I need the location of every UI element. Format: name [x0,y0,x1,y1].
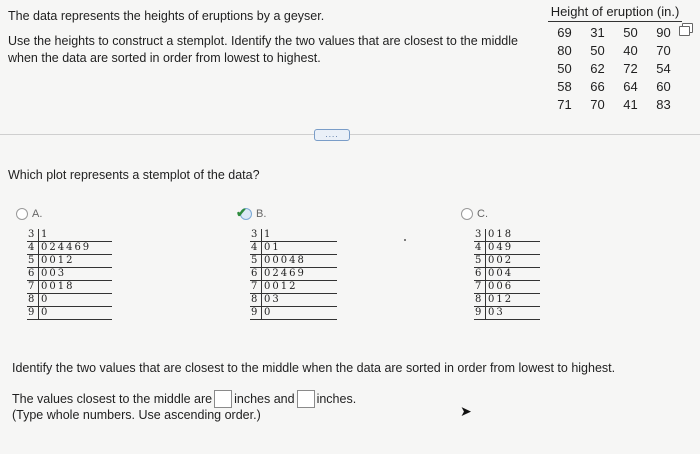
data-table-cell: 58 [557,78,572,94]
problem-line-2: Use the heights to construct a stemplot. Identify the two values that are closest to the middle when the data are sorted in order from lowest to highest. [8,34,518,65]
stemplot-row [27,268,112,281]
leaf-values: 004 [486,268,541,281]
stem-value: 4 [250,242,262,255]
data-table-cell: 83 [656,96,671,112]
stem-value: 3 [27,229,39,242]
leaf-values: 0012 [262,281,338,294]
data-table-cell: 54 [656,60,671,76]
data-table-cell: 31 [590,24,605,40]
leaf-values: 1 [262,229,338,242]
radio-a[interactable] [16,208,28,220]
data-table-cell: 64 [623,78,638,94]
data-table-cell: 66 [590,78,605,94]
stemplot-row [474,281,540,294]
leaf-values: 049 [486,242,541,255]
leaf-values: 018 [486,229,541,242]
choice-a-label: A. [32,208,43,220]
stem-value: 9 [27,307,39,320]
data-table-header: Height of eruption (in.) [548,4,682,22]
stem-value: 4 [27,242,39,255]
data-table-cell: 72 [623,60,638,76]
leaf-values: 012 [486,294,541,307]
stem-value: 6 [27,268,39,281]
leaf-values: 006 [486,281,541,294]
mouse-cursor-icon: ➤ [460,403,472,419]
stem-value: 7 [250,281,262,294]
more-button[interactable]: .... [314,129,350,141]
data-table-cell: 70 [590,96,605,112]
leaf-values: 024469 [39,242,113,255]
stemplot-b [250,229,337,320]
data-table-cell: 71 [557,96,572,112]
copy-icon[interactable] [682,23,693,33]
data-table-cell: 50 [590,42,605,58]
section-divider [0,134,700,135]
leaf-values: 03 [486,307,541,320]
leaf-values: 1 [39,229,113,242]
leaf-values: 0 [262,307,338,320]
radio-c[interactable] [461,208,473,220]
stemplot-row [27,242,112,255]
stemplot-row [250,294,337,307]
answer-input-2[interactable] [297,390,315,408]
stem-value: 9 [474,307,486,320]
stemplot-row [27,255,112,268]
choice-a[interactable] [16,208,42,220]
stemplot-row [250,255,337,268]
stem-value: 7 [474,281,486,294]
data-table-cell: 50 [557,60,572,76]
data-table-row [548,23,680,41]
stem-value: 4 [474,242,486,255]
stem-value: 8 [27,294,39,307]
choice-b-label: B. [256,208,267,220]
radio-b[interactable] [236,205,252,220]
data-table-cell: 41 [623,96,638,112]
stem-value: 9 [250,307,262,320]
checkmark-icon: ✔ [236,205,247,220]
stemplot-row [250,307,337,320]
problem-line-1: The data represents the heights of eruptions by a geyser. [8,9,325,23]
stemplot-row [27,229,112,242]
leaf-values: 002 [486,255,541,268]
stemplot-row [250,229,337,242]
data-table-cell: 40 [623,42,638,58]
choice-c[interactable] [461,208,488,220]
data-table-row [548,95,680,113]
data-table-cell: 80 [557,42,572,58]
stray-dot [404,239,406,241]
data-table-row [548,41,680,59]
stemplot-row [250,242,337,255]
leaf-values: 00048 [262,255,338,268]
stem-value: 3 [250,229,262,242]
stem-value: 5 [250,255,262,268]
answer-prefix: The values closest to the middle are [12,392,213,406]
stem-value: 6 [250,268,262,281]
stemplot-row [27,307,112,320]
choice-c-label: C. [477,208,488,220]
stemplot-row [474,255,540,268]
stem-value: 8 [250,294,262,307]
leaf-values: 0 [39,307,113,320]
stemplot-row [250,268,337,281]
answer-middle: inches and [234,392,295,406]
stemplot-row [474,268,540,281]
data-table-cell: 69 [557,24,572,40]
identify-text: Identify the two values that are closest to the middle when the data are sorted in order from lowest to highest. [12,361,616,375]
data-table [548,4,688,113]
stemplot-row [250,281,337,294]
answer-line [12,390,356,408]
stem-value: 8 [474,294,486,307]
data-table-cell: 90 [656,24,671,40]
leaf-values: 02469 [262,268,338,281]
answer-input-1[interactable] [214,390,232,408]
choice-b[interactable] [236,205,267,220]
stem-value: 7 [27,281,39,294]
stem-value: 3 [474,229,486,242]
answer-hint: (Type whole numbers. Use ascending order.) [12,408,261,422]
data-table-cell: 50 [623,24,638,40]
stemplot-row [474,242,540,255]
stem-value: 6 [474,268,486,281]
stemplot-a [27,229,112,320]
data-table-cell: 60 [656,78,671,94]
stemplot-row [474,229,540,242]
stem-value: 5 [27,255,39,268]
leaf-values: 0012 [39,255,113,268]
stemplot-row [27,281,112,294]
data-table-row [548,77,680,95]
data-table-grid [548,23,680,113]
leaf-values: 0018 [39,281,113,294]
problem-statement [8,8,548,67]
stemplot-row [27,294,112,307]
stem-value: 5 [474,255,486,268]
question-text: Which plot represents a stemplot of the data? [8,168,260,182]
data-table-cell: 70 [656,42,671,58]
data-table-row [548,59,680,77]
answer-suffix: inches. [316,392,357,406]
leaf-values: 01 [262,242,338,255]
leaf-values: 003 [39,268,113,281]
stemplot-c [474,229,540,320]
data-table-cell: 62 [590,60,605,76]
leaf-values: 0 [39,294,113,307]
stemplot-row [474,294,540,307]
stemplot-row [474,307,540,320]
leaf-values: 03 [262,294,338,307]
